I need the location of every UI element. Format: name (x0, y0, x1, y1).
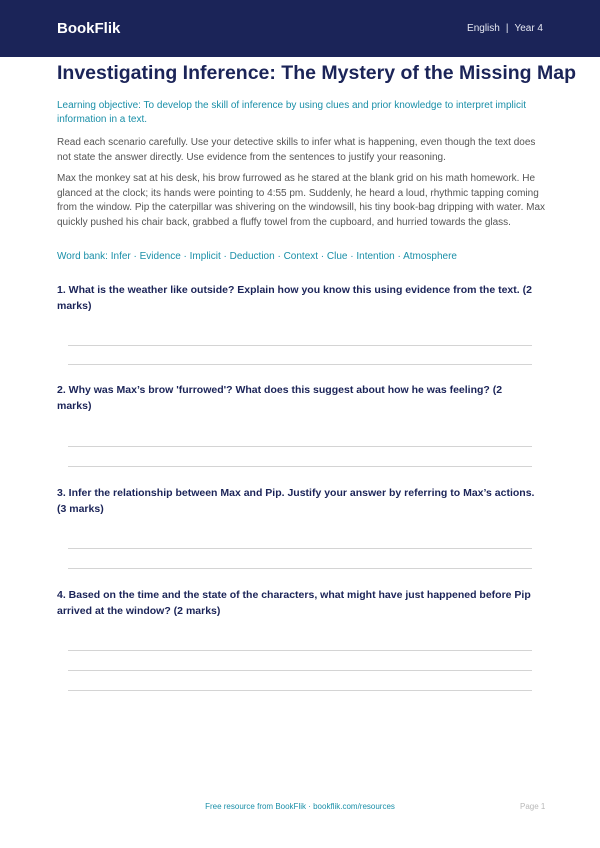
answer-line-2a[interactable] (68, 446, 532, 447)
subject-label: English (467, 23, 500, 34)
instructions-paragraph: Read each scenario carefully. Use your detective skills to infer what is happening, even though the text does not state the answer directly. Use evidence from the sentences to justify your reasoning. (57, 137, 536, 163)
learning-objective: Learning objective: To develop the skill of inference by using clues and prior knowledge to interpret implicit information in a text. (57, 100, 526, 125)
story-passage: Max the monkey sat at his desk, his brow furrowed as he stared at the blank grid on his math homework. He glanced at the clock; its hands were pointing to 4:55 pm. Suddenly, he heard a loud, rhythmic tapping coming from the window. Pip the caterpillar was shivering on the windowsill, his tiny book-bag dripping with water. Max quickly pushed his chair back, grabbed a fluffy towel from the cupboard, and hurried towards the glass. (57, 173, 546, 228)
page-number: Page 1 (520, 802, 546, 811)
header-meta (467, 23, 543, 34)
brand-logo-text: BookFlik (57, 20, 121, 37)
question-2: 2. Why was Max’s brow 'furrowed'? What does this suggest about how he was feeling? (2 marks) (57, 384, 503, 412)
answer-line-4b[interactable] (68, 670, 532, 671)
question-3: 3. Infer the relationship between Max and Pip. Justify your answer by referring to Max’s actions. (3 marks) (57, 487, 535, 515)
answer-line-1a[interactable] (68, 345, 532, 346)
meta-separator: | (505, 23, 509, 34)
question-4: 4. Based on the time and the state of the characters, what might have just happened before Pip arrived at the window? (2 marks) (57, 589, 531, 617)
answer-line-3a[interactable] (68, 548, 532, 549)
answer-line-4a[interactable] (68, 650, 532, 651)
answer-line-3b[interactable] (68, 568, 532, 569)
answer-line-1b[interactable] (68, 364, 532, 365)
page-title: Investigating Inference: The Mystery of the Missing Map (57, 62, 577, 84)
answer-line-2b[interactable] (68, 466, 532, 467)
year-label: Year 4 (514, 23, 543, 34)
footer-credit: Free resource from BookFlik · bookflik.com/resources (205, 802, 395, 811)
header-bar (0, 0, 600, 57)
answer-line-4c[interactable] (68, 690, 532, 691)
question-1: 1. What is the weather like outside? Explain how you know this using evidence from the text. (2 marks) (57, 284, 532, 312)
word-bank: Word bank: Infer · Evidence · Implicit · Deduction · Context · Clue · Intention · Atmosphere (57, 251, 457, 262)
